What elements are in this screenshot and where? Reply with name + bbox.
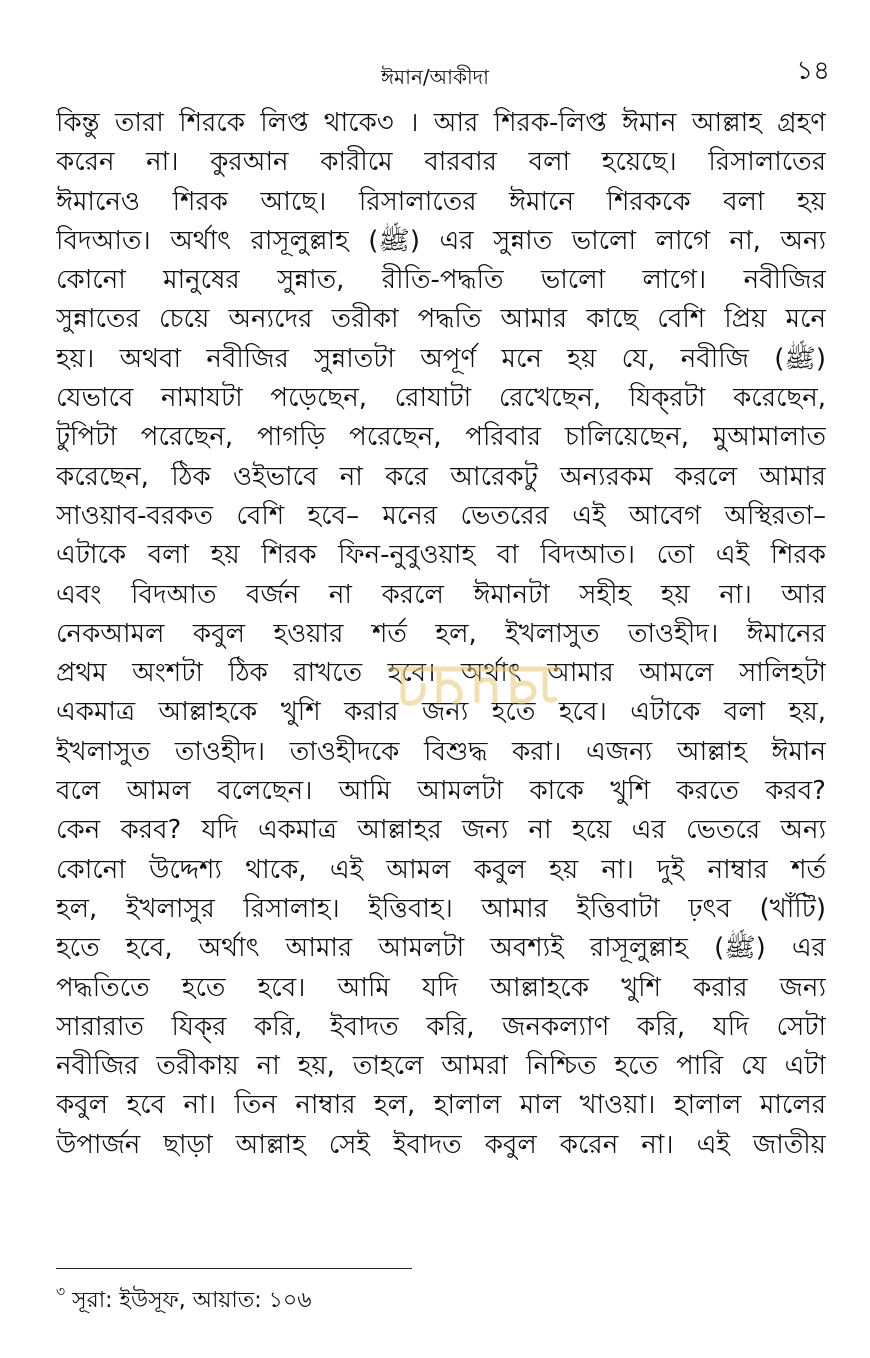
text-line: ইখলাসুত তাওহীদ। তাওহীদকে বিশুদ্ধ করা। এজন্য আল্লাহ ঈমান [56, 736, 826, 767]
running-title: ঈমান/আকীদা [381, 65, 489, 89]
footnote-marker: ৩ [56, 1284, 66, 1300]
text-line: সারারাত যিক্‌র করি, ইবাদত করি, জনকল্যাণ করি, যদি সেটা [56, 1011, 826, 1042]
text-line: হতে হবে, অর্থাৎ আমার আমলটা অবশ্যই রাসূলুল্লাহ (ﷺ) এর [56, 933, 826, 964]
text-line: এটাকে বলা হয় শিরক ফিন-নুবুওয়াহ বা বিদআত। তো এই শিরক [56, 540, 826, 571]
text-line: করেন না। কুরআন কারীমে বারবার বলা হয়েছে। রিসালাতের [56, 147, 826, 178]
footnote-divider [56, 1268, 412, 1269]
text-line: হল, ইখলাসুর রিসালাহ। ইত্তিবাহ। আমার ইত্তিবাটা ঢ়ৎব (খাঁটি) [56, 893, 826, 924]
text-line: বিদআত। অর্থাৎ রাসূলুল্লাহ (ﷺ) এর সুন্নাত ভালো লাগে না, অন্য [56, 225, 826, 256]
text-line: করেছেন, ঠিক ওইভাবে না করে আরেকটু অন্যরকম করলে আমার [56, 461, 826, 492]
text-line: কেন করব? যদি একমাত্র আল্লাহর জন্য না হয়ে এর ভেতরে অন্য [56, 815, 826, 846]
text-line: কবুল হবে না। তিন নাম্বার হল, হালাল মাল খাওয়া। হালাল মালের [56, 1090, 826, 1121]
text-line: পদ্ধতিতে হতে হবে। আমি যদি আল্লাহকে খুশি করার জন্য [56, 972, 826, 1003]
text-line: উপার্জন ছাড়া আল্লাহ সেই ইবাদত কবুল করেন না। এই জাতীয় [56, 1129, 826, 1160]
body-text [56, 104, 826, 1165]
text-line: বলে আমল বলেছেন। আমি আমলটা কাকে খুশি করতে করব? [56, 776, 826, 807]
footnote-text: সূরা: ইউসূফ, আয়াত: ১০৬ [72, 1288, 312, 1313]
text-line: সাওয়াব-বরকত বেশি হবে– মনের ভেতরের এই আবেগ অস্থিরতা– [56, 500, 826, 531]
text-line: হয়। অথবা নবীজির সুন্নাতটা অপূর্ণ মনে হয় যে, নবীজি (ﷺ) [56, 343, 826, 374]
text-line: নেকআমল কবুল হওয়ার শর্ত হল, ইখলাসুত তাওহীদ। ঈমানের [56, 618, 826, 649]
text-line: সুন্নাতের চেয়ে অন্যদের তরীকা পদ্ধতি আমার কাছে বেশি প্রিয় মনে [56, 304, 826, 335]
page-number: ১৪ [796, 56, 830, 86]
text-line: কিন্তু তারা শিরকে লিপ্ত থাকে৩ । আর শিরক-লিপ্ত ঈমান আল্লাহ গ্রহণ [56, 108, 826, 138]
text-line: টুপিটা পরেছেন, পাগড়ি পরেছেন, পরিবার চালিয়েছেন, মুআমালাত [56, 422, 826, 453]
text-line: নবীজির তরীকায় না হয়, তাহলে আমরা নিশ্চিত হতে পারি যে এটা [56, 1051, 826, 1082]
text-line: প্রথম অংশটা ঠিক রাখতে হবে। অর্থাৎ আমার আমলে সালিহটা [56, 658, 826, 689]
text-line: কোনো উদ্দেশ্য থাকে, এই আমল কবুল হয় না। দুই নাম্বার শর্ত [56, 854, 826, 885]
text-line: যেভাবে নামাযটা পড়েছেন, রোযাটা রেখেছেন, যিক্‌রটা করেছেন, [56, 383, 826, 414]
footnote [56, 1283, 312, 1320]
text-line: এবং বিদআত বর্জন না করলে ঈমানটা সহীহ হয় না। আর [56, 579, 826, 610]
text-line: কোনো মানুষের সুন্নাত, রীতি-পদ্ধতি ভালো লাগে। নবীজির [56, 265, 826, 296]
text-line: একমাত্র আল্লাহকে খুশি করার জন্য হতে হবে। এটাকে বলা হয়, [56, 697, 826, 728]
text-line: ঈমানেও শিরক আছে। রিসালাতের ঈমানে শিরককে বলা হয় [56, 186, 826, 217]
